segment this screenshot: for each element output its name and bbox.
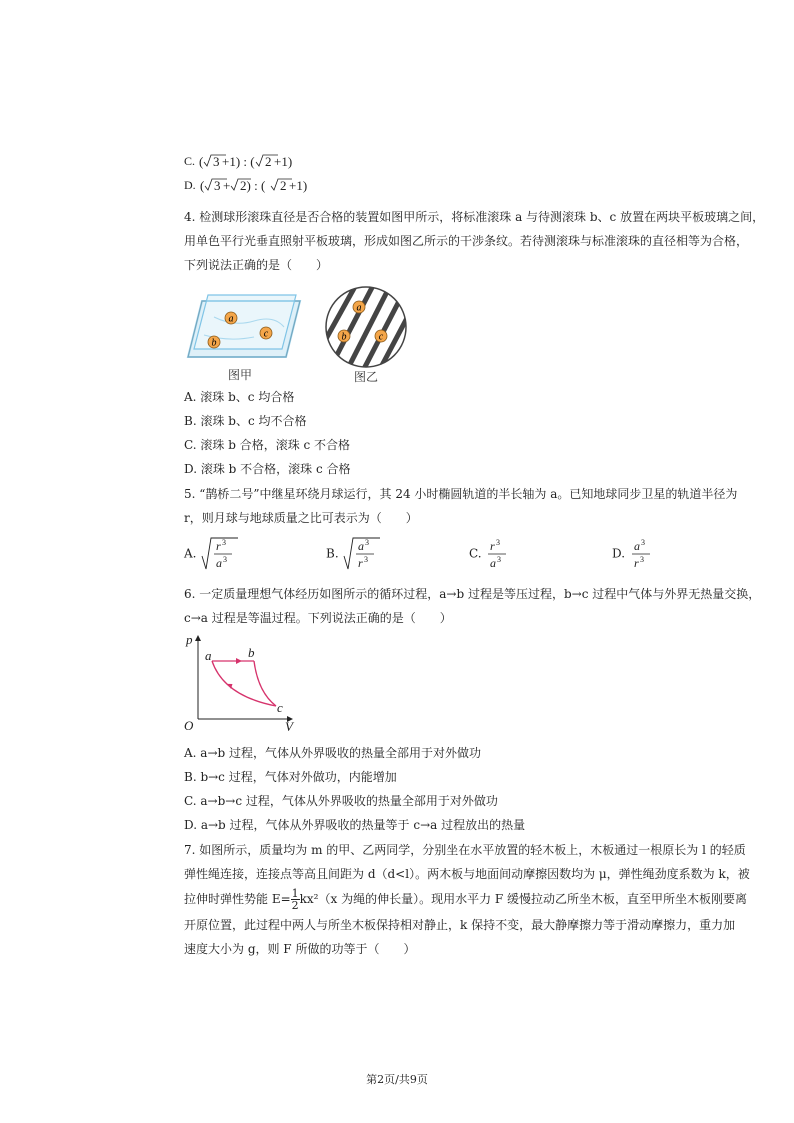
figure-jia xyxy=(184,287,304,382)
q6-option-b: B. b→c 过程，气体对外做功，内能增加 xyxy=(184,770,397,784)
q5-option-b: B. a r 3 3 xyxy=(326,536,382,572)
svg-text:+: + xyxy=(222,178,231,194)
svg-text:3: 3 xyxy=(223,555,228,564)
q6-option-a: A. a→b 过程，气体从外界吸收的热量全部用于对外做功 xyxy=(184,746,482,760)
svg-text:a: a xyxy=(228,313,234,325)
q6-stem-line1: 6. 一定质量理想气体经历如图所示的循环过程，a→b 过程是等压过程，b→c 过程中气体与外界无热量交换， xyxy=(184,587,761,601)
q4-option-c: C. 滚珠 b 合格，滚珠 c 不合格 xyxy=(184,438,351,452)
svg-text:c: c xyxy=(378,331,384,343)
q4-stem-line2: 用单色平行光垂直照射平板玻璃，形成如图乙所示的干涉条纹。若待测滚珠与标准滚珠的直径相等为合格， xyxy=(184,234,749,248)
point-c-label: c xyxy=(277,700,283,715)
q6-option-c: C. a→b→c 过程，气体从外界吸收的热量全部用于对外做功 xyxy=(184,794,498,808)
q5-option-c: C. r a 3 3 xyxy=(469,536,511,572)
svg-text:3: 3 xyxy=(496,538,501,547)
q7-line5: 速度大小为 g，则 F 所做的功等于（ ） xyxy=(184,942,416,956)
svg-text:a: a xyxy=(633,539,640,553)
axis-v-label: V xyxy=(285,719,293,732)
svg-text:a: a xyxy=(490,556,497,570)
q3-option-c xyxy=(184,153,310,171)
svg-text:3: 3 xyxy=(497,555,502,564)
svg-text:c: c xyxy=(263,328,269,340)
one-half-fraction: $\frac{1}{2}$ xyxy=(291,887,299,912)
q5-stem-line2: r，则月球与地球质量之比可表示为（ ） xyxy=(184,511,418,525)
svg-text:3: 3 xyxy=(364,555,369,564)
q4-option-d: D. 滚珠 b 不合格，滚珠 c 合格 xyxy=(184,462,351,476)
point-a-label: a xyxy=(205,648,212,663)
q5-stem-line1: 5. “鹊桥二号”中继星环绕月球运行，其 24 小时椭圆轨道的半长轴为 a。已知地球同步卫星的轨道半径为 xyxy=(184,487,738,501)
svg-text:b: b xyxy=(211,337,217,349)
svg-text:3: 3 xyxy=(213,154,220,170)
axis-p-label: p xyxy=(186,632,193,647)
svg-text:3: 3 xyxy=(639,555,644,564)
q4-stem-line1: 4. 检测球形滚珠直径是否合格的装置如图甲所示，将标准滚珠 a 与待测滚珠 b、c 放置在两块平板玻璃之间， xyxy=(184,210,765,224)
q5-option-a-expression xyxy=(200,536,240,572)
figure-yi-caption: 图乙 xyxy=(353,370,379,384)
svg-text:(: ( xyxy=(199,154,204,170)
page-footer: 第2页/共9页 xyxy=(366,1073,428,1086)
svg-text:r: r xyxy=(633,556,639,570)
q4-option-a: A. 滚珠 b、c 均合格 xyxy=(184,390,295,404)
q5-option-b-expression xyxy=(342,536,382,572)
svg-text:r: r xyxy=(358,556,364,570)
svg-text:a: a xyxy=(356,302,362,314)
svg-text:+1): +1) xyxy=(274,154,293,170)
svg-text:a: a xyxy=(358,539,365,553)
svg-text:+1): +1) xyxy=(288,178,307,194)
q4-stem-line3: 下列说法正确的是（ ） xyxy=(184,258,329,272)
q3-option-c-expression xyxy=(198,153,310,171)
process-bc xyxy=(254,661,276,706)
q7-line2: 弹性绳连接，连接点等高且间距为 d（d<l）。两木板与地面间动摩擦因数均为 μ，弹性绳劲度系数为 k，被 xyxy=(184,867,750,881)
svg-text:3: 3 xyxy=(365,538,370,547)
q6-stem-line2: c→a 过程是等温过程。下列说法正确的是（ ） xyxy=(184,611,452,625)
option-label: C. xyxy=(184,154,196,168)
svg-text:3: 3 xyxy=(213,178,221,194)
q5-option-d-expression xyxy=(629,536,655,572)
origin-label: O xyxy=(184,718,194,732)
q7-line1: 7. 如图所示，质量均为 m 的甲、乙两同学，分别坐在水平放置的轻木板上，木板通过一根原长为 l 的轻质 xyxy=(184,843,746,857)
svg-text:r: r xyxy=(490,539,496,553)
option-label: D. xyxy=(184,178,196,192)
figure-yi xyxy=(322,284,412,384)
process-ca xyxy=(212,661,276,706)
point-b-label: b xyxy=(248,645,255,660)
q5-option-a: A. r a 3 3 xyxy=(184,536,240,572)
svg-text:3: 3 xyxy=(222,538,227,547)
figure-jia-caption: 图甲 xyxy=(227,368,253,382)
q3-option-d-expression xyxy=(199,177,324,195)
svg-text:(: ( xyxy=(199,178,205,194)
svg-text:2: 2 xyxy=(265,154,272,170)
svg-text:2: 2 xyxy=(279,178,287,194)
q5-option-d: D. a r 3 3 xyxy=(612,536,655,572)
svg-text:r: r xyxy=(216,539,221,553)
q7-line3: 拉伸时弹性势能 E= $\frac{1}{2}$ kx²（x 为绳的伸长量）。现用水平力 F 缓慢拉动乙所坐木板，直至甲所坐木板刚要离 xyxy=(184,887,748,912)
q7-line4: 开原位置，此过程中两人与所坐木板保持相对静止，k 保持不变，最大静摩擦力等于滑动摩擦力，重力加 xyxy=(184,918,736,932)
q3-option-d xyxy=(184,177,324,195)
q4-option-b: B. 滚珠 b、c 均不合格 xyxy=(184,414,307,428)
svg-text:a: a xyxy=(216,556,223,570)
pv-diagram xyxy=(184,632,299,732)
svg-text:2) : (: 2) : ( xyxy=(239,178,265,194)
q5-option-c-expression xyxy=(485,536,511,572)
q6-option-d: D. a→b 过程，气体从外界吸收的热量等于 c→a 过程放出的热量 xyxy=(184,818,526,832)
svg-text:+1) : (: +1) : ( xyxy=(222,154,255,170)
svg-text:3: 3 xyxy=(640,538,645,547)
svg-text:b: b xyxy=(341,331,347,343)
